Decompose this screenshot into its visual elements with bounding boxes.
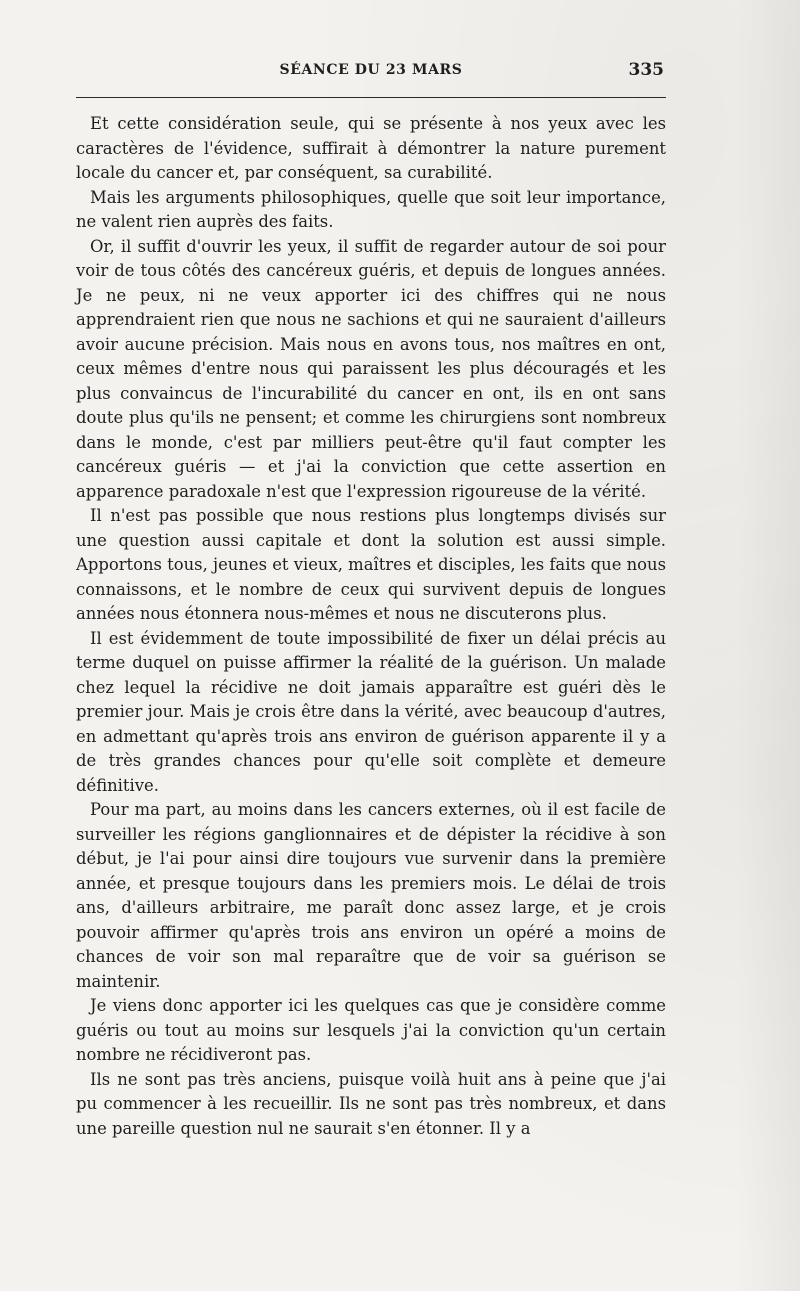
paragraph: Il n'est pas possible que nous restions plus longtemps divisés sur une question aussi capitale et dont la solution est aussi simple. Apportons tous, jeunes et vieux, maîtres et disciples, les faits que nous connaissons, et le nombre de ceux qui survivent depuis de longues années nous étonnera nous-mêmes et nous ne discuterons plus. xyxy=(76,506,666,623)
body-text xyxy=(76,112,666,1141)
paragraph: Mais les arguments philosophiques, quelle que soit leur importance, ne valent rien auprès des faits. xyxy=(76,187,666,231)
running-title: SÉANCE DU 23 MARS xyxy=(279,62,463,78)
paragraph: Et cette considération seule, qui se présente à nos yeux avec les caractères de l'évidence, suffirait à démontrer la nature purement locale du cancer et, par conséquent, sa curabilité. xyxy=(76,114,666,182)
paragraph: Or, il suffit d'ouvrir les yeux, il suffit de regarder autour de soi pour voir de tous côtés des cancéreux guéris, et depuis de longues années. Je ne peux, ni ne veux apporter ici des chiffres qui ne nous apprendraient rien que nous ne sachions et qui ne sauraient d'ailleurs avoir aucune précision. Mais nous en avons tous, nos maîtres en ont, ceux mêmes d'entre nous qui paraissent les plus découragés et les plus convaincus de l'incurabilité du cancer en ont, ils en ont sans doute plus qu'ils ne pensent; et comme les chirurgiens sont nombreux dans le monde, c'est par milliers peut-être qu'il faut compter les cancéreux guéris — et j'ai la conviction que cette assertion en apparence paradoxale n'est que l'expression rigoureuse de la vérité. xyxy=(76,236,666,501)
header-rule xyxy=(76,97,666,98)
page-header xyxy=(76,58,666,84)
paragraph: Ils ne sont pas très anciens, puisque voilà huit ans à peine que j'ai pu commencer à les recueillir. Ils ne sont pas très nombreux, et dans une pareille question nul ne saurait s'en étonner. Il y a xyxy=(76,1069,666,1138)
paragraph: Il est évidemment de toute impossibilité de fixer un délai précis au terme duquel on puisse affirmer la réalité de la guérison. Un malade chez lequel la récidive ne doit jamais apparaître est guéri dès le premier jour. Mais je crois être dans la vérité, avec beaucoup d'autres, en admettant qu'après trois ans environ de guérison apparente il y a de très grandes chances pour qu'elle soit complète et demeure définitive. xyxy=(76,628,666,795)
paragraph: Pour ma part, au moins dans les cancers externes, où il est facile de surveiller les régions ganglionnaires et de dépister la récidive à son début, je l'ai pour ainsi dire toujours vue survenir dans la première année, et presque toujours dans les premiers mois. Le délai de trois ans, d'ailleurs arbitraire, me paraît donc assez large, et je crois pouvoir affirmer qu'après trois ans environ un opéré a moins de chances de voir son mal reparaître que de voir sa guérison se maintenir. xyxy=(76,800,666,991)
page-number: 335 xyxy=(628,60,664,80)
paragraph: Je viens donc apporter ici les quelques cas que je considère comme guéris ou tout au moins sur lesquels j'ai la conviction qu'un certain nombre ne récidiveront pas. xyxy=(76,996,666,1064)
